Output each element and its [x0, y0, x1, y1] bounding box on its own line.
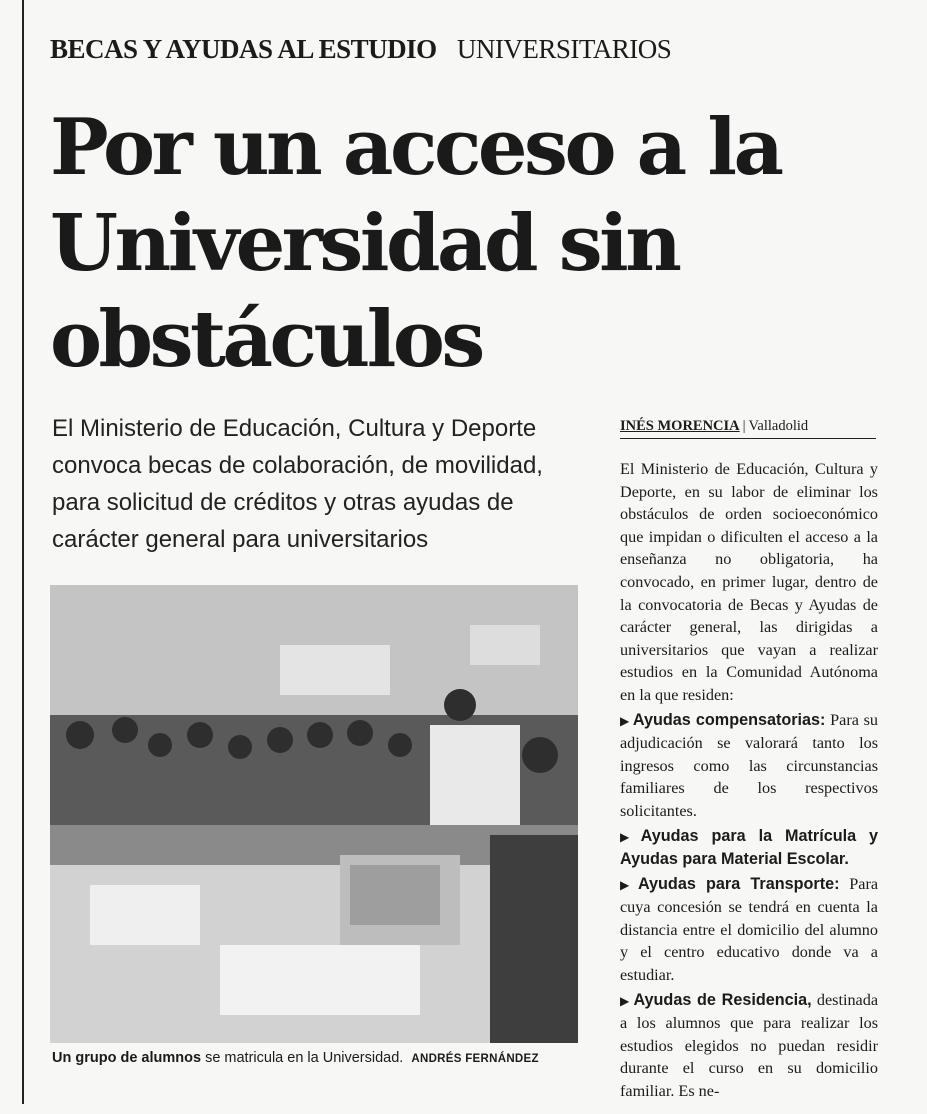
- item-title: Ayudas compensatorias:: [632, 710, 826, 729]
- item-text: destinada a los alumnos que para realizar los estudios elegidos no puedan residir durante el curso en su domicilio familiar. Es ne-: [620, 990, 879, 1101]
- triangle-bullet-icon: ▶: [620, 993, 631, 1008]
- section-label: BECAS Y AYUDAS AL ESTUDIO: [50, 34, 437, 64]
- triangle-bullet-icon: ▶: [620, 713, 630, 728]
- list-item: [620, 825, 878, 871]
- section-sublabel: UNIVERSITARIOS: [456, 34, 672, 64]
- list-item: [620, 873, 878, 987]
- byline-author: INÉS MORENCIA: [620, 418, 740, 434]
- triangle-bullet-icon: ▶: [620, 829, 638, 844]
- body-intro: El Ministerio de Educación, Cultura y Deporte, en su labor de eliminar los obstáculos de orden socioeconómico que impidan o dificulten el acceso a la enseñanza no obligatoria, ha convocado, en primer lugar, dentro de la convocatoria de Becas y Ayudas de carácter general, las dirigidas a universitarios que vayan a realizar estudios en la Comunidad Autónoma en la que residen:: [620, 460, 878, 704]
- headline: Por un acceso a la Universidad sin obstáculos: [50, 102, 781, 385]
- item-title: Ayudas para la Matrícula y Ayudas para Material Escolar.: [620, 826, 879, 869]
- item-text: Para su adjudicación se valorará tanto los ingresos como las circunstancias familiares de los respectivos solicitantes.: [620, 710, 879, 820]
- byline-location: Valladolid: [748, 418, 809, 434]
- section-header: [50, 34, 671, 65]
- standfirst: El Ministerio de Educación, Cultura y Deporte convoca becas de colaboración, de movilidad, para solicitud de créditos y otras ayudas de carácter general para universitarios: [52, 415, 543, 553]
- photo-credit: ANDRÉS FERNÁNDEZ: [411, 1053, 539, 1065]
- item-title: Ayudas para Transporte:: [637, 874, 840, 893]
- list-item: [620, 709, 878, 823]
- caption-text: se matricula en la Universidad.: [205, 1050, 404, 1066]
- students-photo-illustration: [50, 585, 578, 1043]
- item-title: Ayudas de Residencia,: [633, 990, 812, 1009]
- photo-caption: [52, 1050, 592, 1066]
- list-item: [620, 989, 878, 1103]
- byline: [620, 418, 876, 439]
- column-rule: [22, 0, 24, 1104]
- caption-lead: Un grupo de alumnos: [52, 1050, 202, 1066]
- triangle-bullet-icon: ▶: [620, 877, 635, 892]
- news-photo: [50, 585, 578, 1043]
- byline-separator: |: [742, 418, 746, 434]
- article-body: [620, 458, 878, 1103]
- item-text: Para cuya concesión se tendrá en cuenta la distancia entre el domicilio del alumno y el centro educativo donde va a estudiar.: [620, 874, 879, 985]
